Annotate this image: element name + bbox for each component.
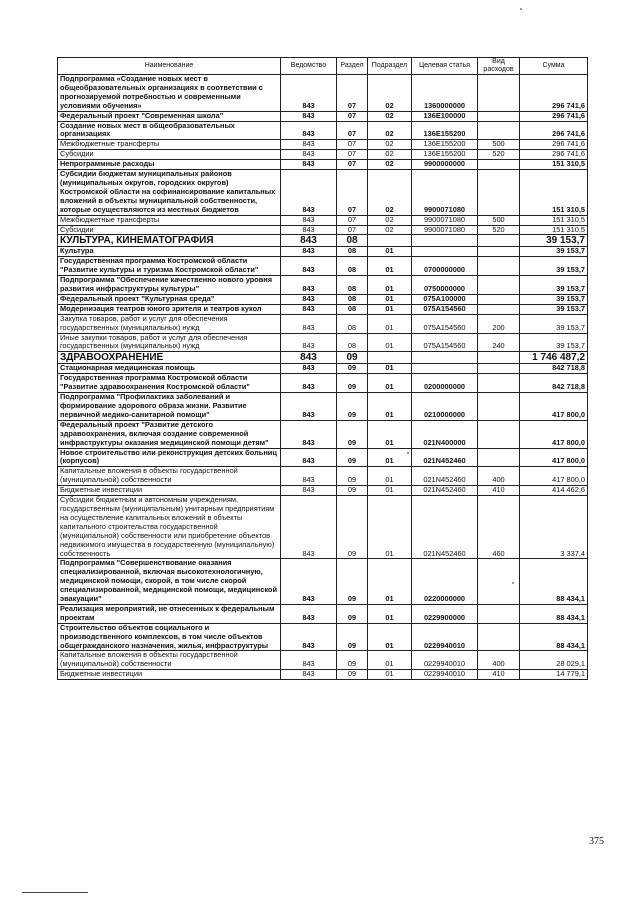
cell-section: 08 — [337, 235, 368, 247]
cell-subsection: 01 — [368, 364, 412, 374]
cell-dept: 843 — [281, 111, 337, 121]
cell-name: Подпрограмма "Обеспечение качественно нового уровня развития инфраструктуры культуры" — [58, 276, 281, 295]
cell-target: 0229940010 — [412, 651, 478, 670]
cell-name: Государственная программа Костромской области "Развитие культуры и туризма Костромской области" — [58, 257, 281, 276]
cell-sum: 296 741,6 — [520, 75, 588, 112]
cell-section: 09 — [337, 623, 368, 651]
cell-target: 021N452460 — [412, 467, 478, 486]
cell-expense-type: 500 — [478, 215, 520, 225]
cell-sum: 39 153,7 — [520, 247, 588, 257]
cell-sum: 842 718,8 — [520, 364, 588, 374]
cell-dept: 843 — [281, 314, 337, 333]
cell-name: Подпрограмма "Совершенствование оказания специализированной, включая высокотехнологичную, медицинской помощи, скорой, в том числе скорой специализированной, медицинской помощи, медицинской эвакуации" — [58, 559, 281, 605]
cell-dept: 843 — [281, 670, 337, 680]
cell-target — [412, 235, 478, 247]
cell-sum: 39 153,7 — [520, 333, 588, 352]
cell-target: 0229940010 — [412, 623, 478, 651]
cell-section: 08 — [337, 257, 368, 276]
cell-dept: 843 — [281, 225, 337, 235]
cell-subsection: 01 — [368, 467, 412, 486]
cell-subsection: 02 — [368, 170, 412, 216]
cell-expense-type — [478, 604, 520, 623]
cell-sum: 3 337,4 — [520, 496, 588, 559]
cell-dept: 843 — [281, 623, 337, 651]
cell-dept: 843 — [281, 121, 337, 140]
cell-name: Иные закупки товаров, работ и услуг для обеспечения государственных (муниципальных) нужд — [58, 333, 281, 352]
cell-subsection: 02 — [368, 225, 412, 235]
cell-sum: 151 310,5 — [520, 170, 588, 216]
cell-dept: 843 — [281, 393, 337, 421]
table-row — [58, 215, 588, 225]
cell-name: Федеральный проект "Современная школа" — [58, 111, 281, 121]
cell-section: 08 — [337, 333, 368, 352]
header-target: Целевая статья — [412, 58, 478, 75]
budget-table — [57, 57, 588, 680]
cell-expense-type — [478, 393, 520, 421]
cell-section: 08 — [337, 247, 368, 257]
cell-subsection: 01 — [368, 393, 412, 421]
cell-dept: 843 — [281, 304, 337, 314]
cell-target: 0200000000 — [412, 374, 478, 393]
cell-target: 0229900000 — [412, 604, 478, 623]
cell-target: 136E155200 — [412, 121, 478, 140]
cell-dept: 843 — [281, 604, 337, 623]
cell-expense-type — [478, 121, 520, 140]
cell-name: Создание новых мест в общеобразовательных организациях — [58, 121, 281, 140]
cell-sum: 417 800,0 — [520, 420, 588, 448]
cell-section: 07 — [337, 170, 368, 216]
cell-expense-type: 400 — [478, 467, 520, 486]
cell-name: Федеральный проект "Культурная среда" — [58, 294, 281, 304]
cell-target: 075A100000 — [412, 294, 478, 304]
cell-section: 09 — [337, 393, 368, 421]
cell-section: 09 — [337, 604, 368, 623]
table-row — [58, 393, 588, 421]
cell-name: Субсидии бюджетным и автономным учреждениям, государственным (муниципальным) унитарным предприятиям на осуществление капитальных вложений в объекты капитального строительства государственной (муниципальной) собственности или приобретение объектов недвижимого имущества в государственную (муниципальную) собственность — [58, 496, 281, 559]
cell-section: 07 — [337, 140, 368, 150]
cell-target: 021N452460 — [412, 496, 478, 559]
table-row — [58, 623, 588, 651]
cell-subsection: 01 — [368, 604, 412, 623]
cell-subsection: 02 — [368, 75, 412, 112]
header-section: Раздел — [337, 58, 368, 75]
cell-sum: 151 310,5 — [520, 160, 588, 170]
table-row — [58, 140, 588, 150]
table-row — [58, 75, 588, 112]
cell-sum: 417 800,0 — [520, 393, 588, 421]
cell-expense-type: 200 — [478, 314, 520, 333]
cell-subsection: 01 — [368, 448, 412, 467]
cell-expense-type: 240 — [478, 333, 520, 352]
cell-expense-type: 410 — [478, 670, 520, 680]
cell-target: 9900071080 — [412, 215, 478, 225]
cell-target: 0229940010 — [412, 670, 478, 680]
table-row — [58, 276, 588, 295]
cell-target: 0220000000 — [412, 559, 478, 605]
cell-sum: 151 310,5 — [520, 215, 588, 225]
cell-name: Новое строительство или реконструкция детских больниц (корпусов) — [58, 448, 281, 467]
cell-expense-type — [478, 247, 520, 257]
table-row — [58, 448, 588, 467]
cell-expense-type — [478, 374, 520, 393]
cell-section: 09 — [337, 467, 368, 486]
cell-target: 021N452460 — [412, 486, 478, 496]
cell-name: Капитальные вложения в объекты государственной (муниципальной) собственности — [58, 651, 281, 670]
cell-section: 09 — [337, 448, 368, 467]
table-row — [58, 559, 588, 605]
cell-expense-type — [478, 111, 520, 121]
cell-sum: 842 718,8 — [520, 374, 588, 393]
cell-name: Субсидии — [58, 150, 281, 160]
cell-expense-type — [478, 448, 520, 467]
cell-target: 136E155200 — [412, 140, 478, 150]
cell-subsection: 01 — [368, 314, 412, 333]
cell-dept: 843 — [281, 247, 337, 257]
footer-rule — [22, 892, 88, 893]
table-row — [58, 257, 588, 276]
cell-target: 136E100000 — [412, 111, 478, 121]
cell-dept: 843 — [281, 496, 337, 559]
cell-target: 1360000000 — [412, 75, 478, 112]
cell-target: 9900071080 — [412, 225, 478, 235]
table-row — [58, 160, 588, 170]
cell-subsection: 01 — [368, 257, 412, 276]
cell-section: 08 — [337, 314, 368, 333]
header-dept: Ведомство — [281, 58, 337, 75]
cell-sum: 39 153,7 — [520, 304, 588, 314]
cell-section: 09 — [337, 420, 368, 448]
cell-expense-type: 500 — [478, 140, 520, 150]
cell-expense-type: 520 — [478, 150, 520, 160]
cell-section: 07 — [337, 150, 368, 160]
cell-subsection: 02 — [368, 140, 412, 150]
cell-name: Реализация мероприятий, не отнесенных к федеральным проектам — [58, 604, 281, 623]
cell-subsection: 01 — [368, 496, 412, 559]
cell-target: 075A154560 — [412, 333, 478, 352]
cell-name: Бюджетные инвестиции — [58, 670, 281, 680]
cell-dept: 843 — [281, 467, 337, 486]
cell-dept: 843 — [281, 559, 337, 605]
cell-subsection: 01 — [368, 559, 412, 605]
cell-name: Государственная программа Костромской области "Развитие здравоохранения Костромской области" — [58, 374, 281, 393]
table-row — [58, 111, 588, 121]
table-row — [58, 496, 588, 559]
cell-subsection: 01 — [368, 333, 412, 352]
cell-subsection: 01 — [368, 420, 412, 448]
cell-section: 08 — [337, 276, 368, 295]
cell-name: Федеральный проект "Развитие детского здравоохранения, включая создание современной инфраструктуры оказания медицинской помощи детям" — [58, 420, 281, 448]
cell-expense-type — [478, 170, 520, 216]
cell-subsection: 01 — [368, 374, 412, 393]
cell-target: 136E155200 — [412, 150, 478, 160]
table-row — [58, 670, 588, 680]
cell-target: 9900071080 — [412, 170, 478, 216]
cell-dept: 843 — [281, 276, 337, 295]
cell-subsection — [368, 352, 412, 364]
cell-dept: 843 — [281, 486, 337, 496]
cell-name: Культура — [58, 247, 281, 257]
table-row — [58, 314, 588, 333]
cell-target: 021N400000 — [412, 420, 478, 448]
cell-target: 075A154560 — [412, 314, 478, 333]
cell-subsection: 02 — [368, 111, 412, 121]
header-name: Наименование — [58, 58, 281, 75]
cell-sum: 39 153,7 — [520, 314, 588, 333]
cell-section: 07 — [337, 225, 368, 235]
table-row — [58, 374, 588, 393]
cell-subsection: 02 — [368, 215, 412, 225]
cell-expense-type — [478, 257, 520, 276]
table-row — [58, 352, 588, 364]
table-row — [58, 420, 588, 448]
cell-dept: 843 — [281, 651, 337, 670]
cell-subsection: 02 — [368, 121, 412, 140]
table-row — [58, 333, 588, 352]
cell-name: Строительство объектов социального и производственного комплексов, в том числе объектов общегражданского назначения, жилья, инфраструктуры — [58, 623, 281, 651]
cell-target: 075A154560 — [412, 304, 478, 314]
cell-expense-type — [478, 304, 520, 314]
cell-subsection: 02 — [368, 160, 412, 170]
table-row — [58, 150, 588, 160]
table-header-row — [58, 58, 588, 75]
cell-sum: 88 434,1 — [520, 623, 588, 651]
cell-dept: 843 — [281, 170, 337, 216]
cell-expense-type — [478, 364, 520, 374]
cell-section: 08 — [337, 294, 368, 304]
cell-section: 09 — [337, 486, 368, 496]
cell-dept: 843 — [281, 374, 337, 393]
cell-target: 0700000000 — [412, 257, 478, 276]
cell-subsection: 01 — [368, 623, 412, 651]
cell-section: 07 — [337, 160, 368, 170]
cell-section: 09 — [337, 670, 368, 680]
cell-sum: 28 029,1 — [520, 651, 588, 670]
document-sheet — [57, 57, 587, 680]
cell-section: 09 — [337, 352, 368, 364]
cell-sum: 296 741,6 — [520, 121, 588, 140]
header-expense-type: Вид расходов — [478, 58, 520, 75]
cell-dept: 843 — [281, 160, 337, 170]
header-sum: Сумма — [520, 58, 588, 75]
cell-name: Субсидии — [58, 225, 281, 235]
cell-section: 07 — [337, 75, 368, 112]
table-row — [58, 604, 588, 623]
table-row — [58, 467, 588, 486]
cell-expense-type — [478, 420, 520, 448]
cell-sum: 296 741,6 — [520, 111, 588, 121]
cell-expense-type — [478, 160, 520, 170]
table-row — [58, 304, 588, 314]
cell-dept: 843 — [281, 215, 337, 225]
cell-dept: 843 — [281, 140, 337, 150]
cell-name: Бюджетные инвестиции — [58, 486, 281, 496]
cell-name: Межбюджетные трансферты — [58, 215, 281, 225]
cell-subsection: 01 — [368, 247, 412, 257]
cell-section: 07 — [337, 215, 368, 225]
cell-target: 021N452460 — [412, 448, 478, 467]
cell-expense-type: 520 — [478, 225, 520, 235]
cell-section: 07 — [337, 121, 368, 140]
cell-sum: 39 153,7 — [520, 276, 588, 295]
cell-expense-type — [478, 294, 520, 304]
cell-dept: 843 — [281, 75, 337, 112]
cell-subsection: 01 — [368, 276, 412, 295]
cell-dept: 843 — [281, 294, 337, 304]
cell-sum: 88 434,1 — [520, 559, 588, 605]
cell-expense-type — [478, 75, 520, 112]
cell-dept: 843 — [281, 333, 337, 352]
cell-name: Закупка товаров, работ и услуг для обеспечения государственных (муниципальных) нужд — [58, 314, 281, 333]
cell-subsection — [368, 235, 412, 247]
cell-section: 09 — [337, 364, 368, 374]
table-row — [58, 486, 588, 496]
cell-sum: 414 462,6 — [520, 486, 588, 496]
table-row — [58, 651, 588, 670]
cell-expense-type — [478, 235, 520, 247]
cell-target — [412, 247, 478, 257]
table-row — [58, 170, 588, 216]
cell-dept: 843 — [281, 420, 337, 448]
cell-expense-type: 460 — [478, 496, 520, 559]
cell-expense-type: 400 — [478, 651, 520, 670]
table-row — [58, 121, 588, 140]
cell-target: 0750000000 — [412, 276, 478, 295]
table-row — [58, 225, 588, 235]
cell-name: Субсидии бюджетам муниципальных районов (муниципальных округов, городских округов) Костромской области на софинансирование капитальных вложений в объекты муниципальной собственности, которые осуществляются из местных бюджетов — [58, 170, 281, 216]
cell-section: 07 — [337, 111, 368, 121]
cell-name: Подпрограмма «Создание новых мест в общеобразовательных организациях в соответствии с прогнозируемой потребностью и современными условиями обучения» — [58, 75, 281, 112]
cell-section: 09 — [337, 496, 368, 559]
cell-dept: 843 — [281, 448, 337, 467]
cell-section: 09 — [337, 559, 368, 605]
cell-expense-type: 410 — [478, 486, 520, 496]
table-row — [58, 364, 588, 374]
cell-dept: 843 — [281, 235, 337, 247]
cell-name: Капитальные вложения в объекты государственной (муниципальной) собственности — [58, 467, 281, 486]
cell-expense-type — [478, 276, 520, 295]
cell-sum: 88 434,1 — [520, 604, 588, 623]
cell-target — [412, 364, 478, 374]
cell-dept: 843 — [281, 352, 337, 364]
page-number: 375 — [589, 836, 604, 847]
scan-speck — [520, 8, 522, 10]
cell-name: Стационарная медицинская помощь — [58, 364, 281, 374]
cell-subsection: 01 — [368, 294, 412, 304]
cell-sum: 39 153,7 — [520, 294, 588, 304]
cell-sum: 39 153,7 — [520, 235, 588, 247]
cell-sum: 417 800,0 — [520, 448, 588, 467]
cell-section: 09 — [337, 374, 368, 393]
table-body — [58, 75, 588, 680]
cell-target: 0210000000 — [412, 393, 478, 421]
cell-name: КУЛЬТУРА, КИНЕМАТОГРАФИЯ — [58, 235, 281, 247]
cell-name: Непрограммные расходы — [58, 160, 281, 170]
cell-name: Модернизация театров юного зрителя и театров кукол — [58, 304, 281, 314]
cell-expense-type — [478, 352, 520, 364]
cell-sum: 417 800,0 — [520, 467, 588, 486]
cell-subsection: 01 — [368, 486, 412, 496]
cell-sum: 14 779,1 — [520, 670, 588, 680]
table-row — [58, 247, 588, 257]
cell-expense-type — [478, 623, 520, 651]
scan-speck — [512, 582, 514, 584]
cell-sum: 39 153,7 — [520, 257, 588, 276]
cell-dept: 843 — [281, 150, 337, 160]
cell-section: 08 — [337, 304, 368, 314]
cell-dept: 843 — [281, 364, 337, 374]
cell-name: ЗДРАВООХРАНЕНИЕ — [58, 352, 281, 364]
table-row — [58, 235, 588, 247]
scan-speck — [407, 452, 409, 454]
cell-name: Подпрограмма "Профилактика заболеваний и формирование здорового образа жизни. Развитие первичной медико-санитарной помощи" — [58, 393, 281, 421]
cell-subsection: 01 — [368, 304, 412, 314]
cell-target — [412, 352, 478, 364]
cell-sum: 1 746 487,2 — [520, 352, 588, 364]
cell-subsection: 01 — [368, 651, 412, 670]
header-subsection: Подраздел — [368, 58, 412, 75]
cell-sum: 296 741,6 — [520, 150, 588, 160]
cell-dept: 843 — [281, 257, 337, 276]
cell-subsection: 01 — [368, 670, 412, 680]
cell-sum: 296 741,6 — [520, 140, 588, 150]
cell-name: Межбюджетные трансферты — [58, 140, 281, 150]
cell-target: 9900000000 — [412, 160, 478, 170]
cell-section: 09 — [337, 651, 368, 670]
cell-sum: 151 310,5 — [520, 225, 588, 235]
cell-subsection: 02 — [368, 150, 412, 160]
table-row — [58, 294, 588, 304]
